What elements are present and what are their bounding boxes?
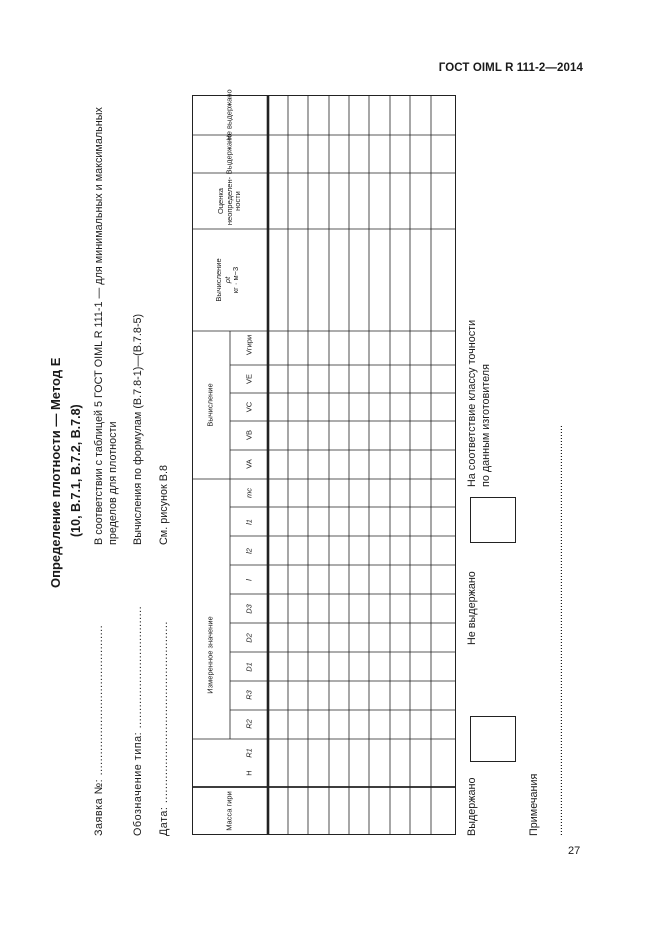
application-field: Заявка №: ........................................... [93, 624, 105, 836]
group-calc: Вычисление [205, 383, 215, 427]
section-subtitle: (10, В.7.1, В.7.2, В.7.8) [69, 404, 83, 537]
failed-checkbox[interactable] [470, 497, 516, 543]
description-line-4: См. рисунок В.8 [158, 465, 170, 545]
description-line-1: В соответствии с таблицей 5 ГОСТ OIML R 111-1 — для минимальных и максимальных [93, 107, 105, 545]
group-measured: Измеренное значение [205, 616, 215, 694]
page-number: 27 [568, 845, 581, 857]
sub-mc: mc [244, 488, 254, 498]
sub-l: l [244, 579, 254, 581]
sub-R2: R2 [244, 719, 254, 729]
class-note-line-1: На соответствие классу точности [466, 319, 478, 487]
header-passed: Выдержано [224, 133, 234, 175]
sub-VE: VE [244, 373, 254, 385]
sub-VA: VA [244, 459, 254, 469]
document-code: ГОСТ OIML R 111-2—2014 [438, 62, 583, 74]
rho-symbol: ρt [222, 276, 232, 284]
header-calc-rho: Вычисление ρt кг · м−3 [214, 258, 241, 302]
header-failed: Не выдержано [224, 89, 234, 141]
sub-VB: VB [244, 429, 254, 441]
description-line-3: Вычисления по формулам (В.7.8-1)—(В.7.8-5) [132, 313, 144, 545]
passed-label: Выдержано [466, 777, 478, 836]
sub-D2: D2 [244, 633, 254, 643]
sub-l1: l1 [244, 519, 254, 525]
class-note-line-2: по данным изготовителя [480, 364, 492, 487]
date-field: Дата: .................................................... [158, 621, 170, 836]
failed-label: Не выдержано [466, 571, 478, 645]
description-line-2: пределов для плотности [107, 421, 119, 545]
notes-label: Примечания [528, 773, 540, 836]
sub-H: H [244, 770, 254, 776]
sub-Vgiri: Vгири [244, 334, 254, 356]
rho-unit: кг · м−3 [231, 266, 241, 294]
sub-R1: R1 [244, 748, 254, 758]
notes-dots-line: ......................................................................................................................................... [553, 425, 565, 836]
header-uncertainty: Оценка неопределен-ности [216, 176, 243, 226]
sub-R3: R3 [244, 690, 254, 700]
sub-D3: D3 [244, 604, 254, 614]
section-title: Определение плотности — Метод Е [48, 357, 63, 588]
sub-VC: VC [244, 401, 254, 413]
sub-l2: l2 [244, 548, 254, 554]
header-mass: Масса гири [224, 791, 234, 831]
type-designation-field: Обозначение типа: ................................... [132, 605, 144, 836]
passed-checkbox[interactable] [470, 716, 516, 762]
sub-D1: D1 [244, 662, 254, 672]
